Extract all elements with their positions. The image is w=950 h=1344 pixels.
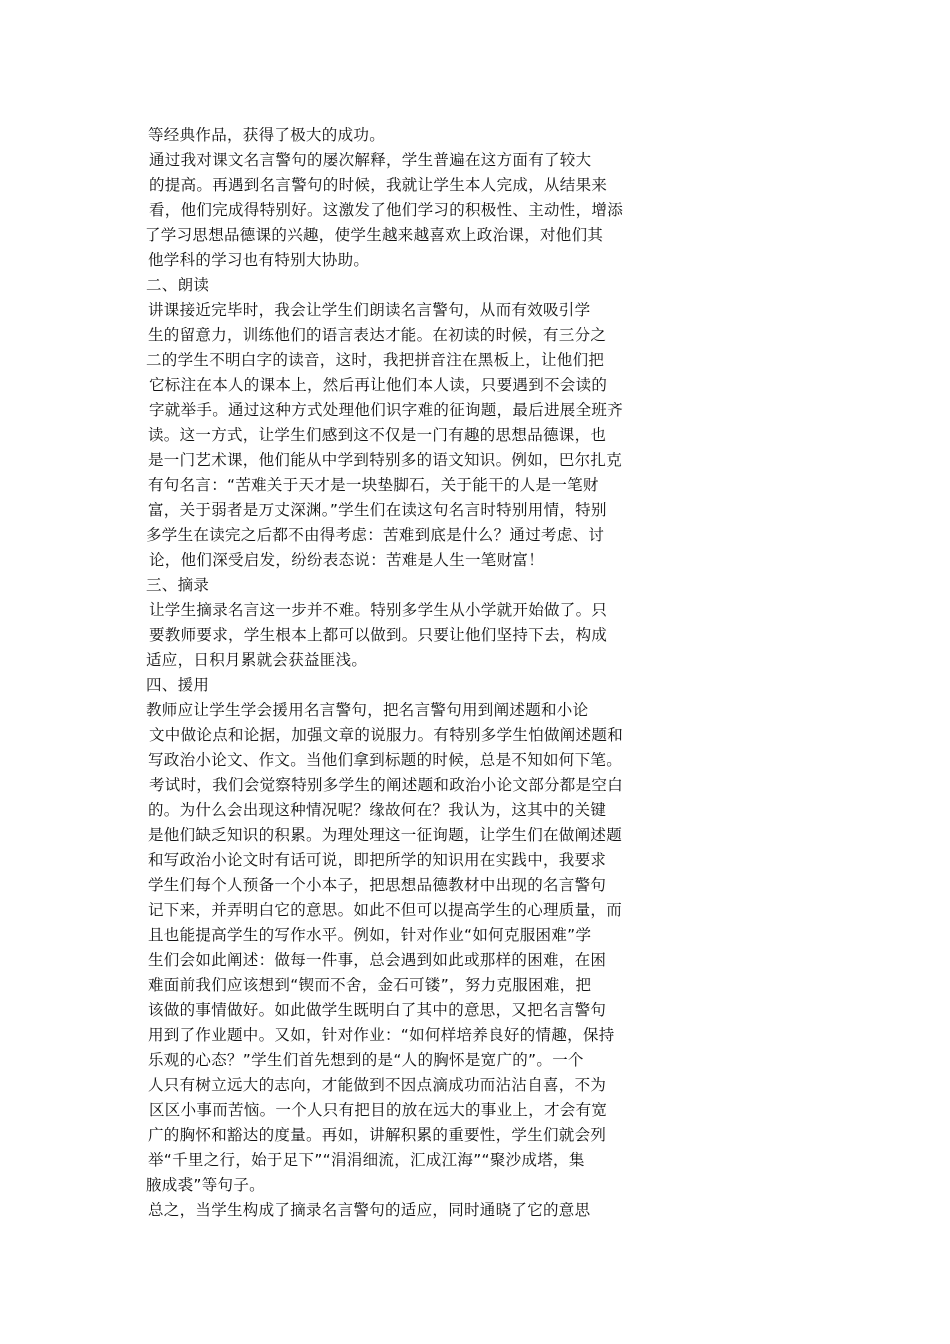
text-line: 文中做论点和论据，加强文章的说服力。有特别多学生怕做阐述题和 xyxy=(149,726,624,744)
text-line: 字就举手。通过这种方式处理他们识字难的征询题，最后进展全班齐 xyxy=(149,401,624,419)
text-line: 二的学生不明白字的读音，这时，我把拼音注在黑板上，让他们把 xyxy=(146,351,605,369)
text-line: 写政治小论文、作文。当他们拿到标题的时候，总是不知如何下笔。 xyxy=(148,751,623,769)
text-line: 有句名言：“苦难关于天才是一块垫脚石，关于能干的人是一笔财 xyxy=(148,476,599,494)
text-line: 看，他们完成得特别好。这激发了他们学习的积极性、主动性，增添 xyxy=(149,201,624,219)
text-line: 他学科的学习也有特别大协助。 xyxy=(148,251,370,269)
text-line: 论，他们深受启发，纷纷表态说：苦难是人生一笔财富！ xyxy=(149,551,545,569)
text-line: 教师应让学生学会援用名言警句，把名言警句用到阐述题和小论 xyxy=(146,701,589,719)
text-line: 是一门艺术课，他们能从中学到特别多的语文知识。例如，巴尔扎克 xyxy=(148,451,623,469)
text-line: 和写政治小论文时有话可说，即把所学的知识用在实践中，我要求 xyxy=(148,851,607,869)
text-line: 让学生摘录名言这一步并不难。特别多学生从小学就开始做了。只 xyxy=(149,601,608,619)
text-line: 它标注在本人的课本上，然后再让他们本人读，只要遇到不会读的 xyxy=(149,376,608,394)
text-line: 讲课接近完毕时，我会让学生们朗读名言警句，从而有效吸引学 xyxy=(148,301,591,319)
text-line: 用到了作业题中。又如，针对作业：“如何样培养良好的情趣，保持 xyxy=(148,1026,615,1044)
text-line: 区区小事而苦恼。一个人只有把目的放在远大的事业上，才会有宽 xyxy=(149,1101,608,1119)
text-line: 学生们每个人预备一个小本子，把思想品德教材中出现的名言警句 xyxy=(148,876,607,894)
section-heading: 四、援用 xyxy=(146,676,210,694)
text-line: 人只有树立远大的志向，才能做到不因点滴成功而沾沾自喜，不为 xyxy=(148,1076,607,1094)
text-line: 的。为什么会出现这种情况呢？缘故何在？我认为，这其中的关键 xyxy=(148,801,607,819)
text-line: 腋成裘”等句子。 xyxy=(146,1176,265,1194)
text-line: 多学生在读完之后都不由得考虑：苦难到底是什么？通过考虑、讨 xyxy=(146,526,605,544)
text-line: 生的留意力，训练他们的语言表达才能。在初读的时候，有三分之 xyxy=(148,326,607,344)
text-line: 通过我对课文名言警句的屡次解释，学生普遍在这方面有了较大 xyxy=(149,151,592,169)
text-line: 考试时，我们会觉察特别多学生的阐述题和政治小论文部分都是空白 xyxy=(149,776,624,794)
text-line: 的提高。再遇到名言警句的时候，我就让学生本人完成，从结果来 xyxy=(149,176,608,194)
text-line: 了学习思想品德课的兴趣，使学生越来越喜欢上政治课，对他们其 xyxy=(145,226,604,244)
text-line: 读。这一方式，让学生们感到这不仅是一门有趣的思想品德课，也 xyxy=(148,426,607,444)
text-line: 难面前我们应该想到“锲而不舍，金石可镂”，努力克服困难，把 xyxy=(148,976,592,994)
text-line: 适应，日积月累就会获益匪浅。 xyxy=(146,651,368,669)
text-line: 总之，当学生构成了摘录名言警句的适应，同时通晓了它的意思 xyxy=(148,1201,591,1219)
text-line: 且也能提高学生的写作水平。例如，针对作业“如何克服困难”学 xyxy=(148,926,592,944)
text-line: 是他们缺乏知识的积累。为理处理这一征询题，让学生们在做阐述题 xyxy=(148,826,623,844)
text-line: 富，关于弱者是万丈深渊。”学生们在读这句名言时特别用情，特别 xyxy=(148,501,607,519)
text-line: 该做的事情做好。如此做学生既明白了其中的意思，又把名言警句 xyxy=(148,1001,607,1019)
text-line: 乐观的心态？”学生们首先想到的是“人的胸怀是宽广的”。一个 xyxy=(148,1051,584,1069)
text-line: 广的胸怀和豁达的度量。再如，讲解积累的重要性，学生们就会列 xyxy=(148,1126,607,1144)
text-line: 举“千里之行，始于足下”“涓涓细流，汇成江海”“聚沙成塔，集 xyxy=(148,1151,585,1169)
text-line: 要教师要求，学生根本上都可以做到。只要让他们坚持下去，构成 xyxy=(149,626,608,644)
text-line: 等经典作品，获得了极大的成功。 xyxy=(148,126,386,144)
section-heading: 三、摘录 xyxy=(146,576,210,594)
text-line: 生们会如此阐述：做每一件事，总会遇到如此或那样的困难，在困 xyxy=(148,951,607,969)
section-heading: 二、朗读 xyxy=(146,276,210,294)
text-line: 记下来，并弄明白它的意思。如此不但可以提高学生的心理质量，而 xyxy=(148,901,623,919)
